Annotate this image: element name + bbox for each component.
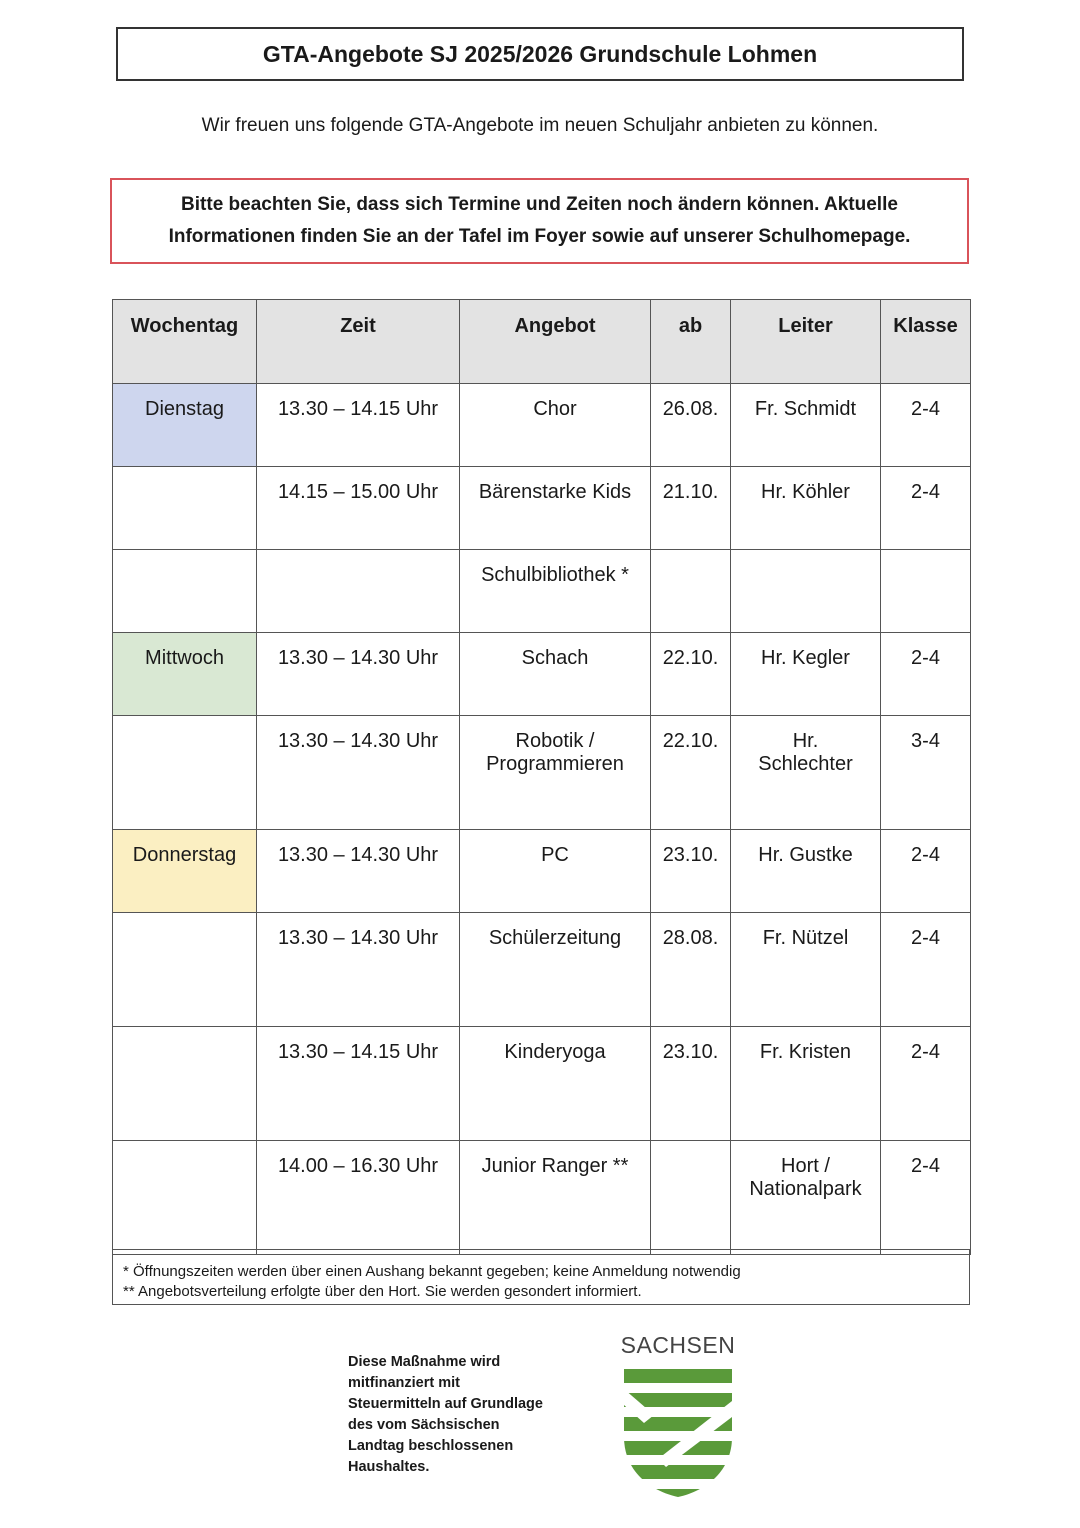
page-title: GTA-Angebote SJ 2025/2026 Grundschule Lohmen	[116, 27, 964, 81]
header-ab: ab	[651, 300, 731, 384]
from-cell	[651, 550, 731, 633]
footnote-2: ** Angebotsverteilung erfolgte über den Hort. Sie werden gesondert informiert.	[123, 1283, 642, 1300]
day-cell	[113, 716, 257, 830]
table-row	[113, 830, 971, 913]
sachsen-logo	[618, 1332, 738, 1502]
leader-cell: Fr. Schmidt	[731, 384, 881, 467]
leader-cell: Hr. Schlechter	[731, 716, 881, 830]
notice-box	[110, 178, 969, 264]
from-cell: 21.10.	[651, 467, 731, 550]
from-cell: 23.10.	[651, 830, 731, 913]
notice-line-2: Informationen finden Sie an der Tafel im Foyer sowie auf unserer Schulhomepage.	[168, 226, 911, 247]
table-row	[113, 1141, 971, 1255]
day-cell: Donnerstag	[113, 830, 257, 913]
header-klasse: Klasse	[881, 300, 971, 384]
from-cell	[651, 1141, 731, 1255]
day-cell	[113, 550, 257, 633]
leader-cell: Hr. Köhler	[731, 467, 881, 550]
grade-cell: 3-4	[881, 716, 971, 830]
time-cell: 13.30 – 14.30 Uhr	[257, 716, 460, 830]
offer-cell: Junior Ranger **	[460, 1141, 651, 1255]
grade-cell: 2-4	[881, 467, 971, 550]
table-header-row	[113, 300, 971, 384]
from-cell: 23.10.	[651, 1027, 731, 1141]
offer-cell: Schülerzeitung	[460, 913, 651, 1027]
time-cell: 13.30 – 14.30 Uhr	[257, 913, 460, 1027]
from-cell: 22.10.	[651, 716, 731, 830]
table-row	[113, 633, 971, 716]
leader-cell: Hr. Kegler	[731, 633, 881, 716]
header-wochentag: Wochentag	[113, 300, 257, 384]
table-row	[113, 1027, 971, 1141]
leader-cell: Fr. Nützel	[731, 913, 881, 1027]
notice-line-1: Bitte beachten Sie, dass sich Termine und Zeiten noch ändern können. Aktuelle	[181, 194, 898, 215]
time-cell: 14.15 – 15.00 Uhr	[257, 467, 460, 550]
sachsen-logo-text: SACHSEN	[620, 1332, 736, 1358]
grade-cell: 2-4	[881, 1027, 971, 1141]
offer-cell: PC	[460, 830, 651, 913]
grade-cell	[881, 550, 971, 633]
time-cell: 13.30 – 14.30 Uhr	[257, 830, 460, 913]
table-row	[113, 467, 971, 550]
offer-cell: Schulbibliothek *	[460, 550, 651, 633]
table-row	[113, 384, 971, 467]
funding-notice	[348, 1352, 588, 1478]
grade-cell: 2-4	[881, 1141, 971, 1255]
day-cell	[113, 1027, 257, 1141]
day-cell: Mittwoch	[113, 633, 257, 716]
funding-line: Haushaltes.	[348, 1459, 430, 1475]
offer-cell: Kinderyoga	[460, 1027, 651, 1141]
grade-cell: 2-4	[881, 384, 971, 467]
table-row	[113, 913, 971, 1027]
grade-cell: 2-4	[881, 830, 971, 913]
time-cell: 13.30 – 14.30 Uhr	[257, 633, 460, 716]
funding-line: mitfinanziert mit	[348, 1375, 460, 1391]
intro-text: Wir freuen uns folgende GTA-Angebote im neuen Schuljahr anbieten zu können.	[201, 115, 879, 136]
offer-cell: Chor	[460, 384, 651, 467]
day-cell: Dienstag	[113, 384, 257, 467]
footnotes-box	[112, 1249, 970, 1305]
leader-cell: Fr. Kristen	[731, 1027, 881, 1141]
offer-cell: Schach	[460, 633, 651, 716]
offer-cell: Bärenstarke Kids	[460, 467, 651, 550]
funding-line: Landtag beschlossenen	[348, 1438, 514, 1454]
from-cell: 28.08.	[651, 913, 731, 1027]
time-cell: 13.30 – 14.15 Uhr	[257, 384, 460, 467]
funding-line: des vom Sächsischen	[348, 1417, 500, 1433]
table-row	[113, 716, 971, 830]
table-row	[113, 550, 971, 633]
funding-line: Steuermitteln auf Grundlage	[348, 1396, 543, 1412]
day-cell	[113, 913, 257, 1027]
header-zeit: Zeit	[257, 300, 460, 384]
leader-cell	[731, 550, 881, 633]
leader-cell: Hort / Nationalpark	[731, 1141, 881, 1255]
from-cell: 22.10.	[651, 633, 731, 716]
offer-cell: Robotik / Programmieren	[460, 716, 651, 830]
time-cell: 14.00 – 16.30 Uhr	[257, 1141, 460, 1255]
funding-line: Diese Maßnahme wird	[348, 1354, 501, 1370]
day-cell	[113, 467, 257, 550]
header-leiter: Leiter	[731, 300, 881, 384]
time-cell	[257, 550, 460, 633]
grade-cell: 2-4	[881, 633, 971, 716]
sachsen-coat-of-arms-icon	[618, 1359, 738, 1499]
from-cell: 26.08.	[651, 384, 731, 467]
schedule-table	[112, 299, 971, 1255]
footnote-1: * Öffnungszeiten werden über einen Aushang bekannt gegeben; keine Anmeldung notwendig	[123, 1263, 741, 1280]
grade-cell: 2-4	[881, 913, 971, 1027]
leader-cell: Hr. Gustke	[731, 830, 881, 913]
header-angebot: Angebot	[460, 300, 651, 384]
day-cell	[113, 1141, 257, 1255]
time-cell: 13.30 – 14.15 Uhr	[257, 1027, 460, 1141]
